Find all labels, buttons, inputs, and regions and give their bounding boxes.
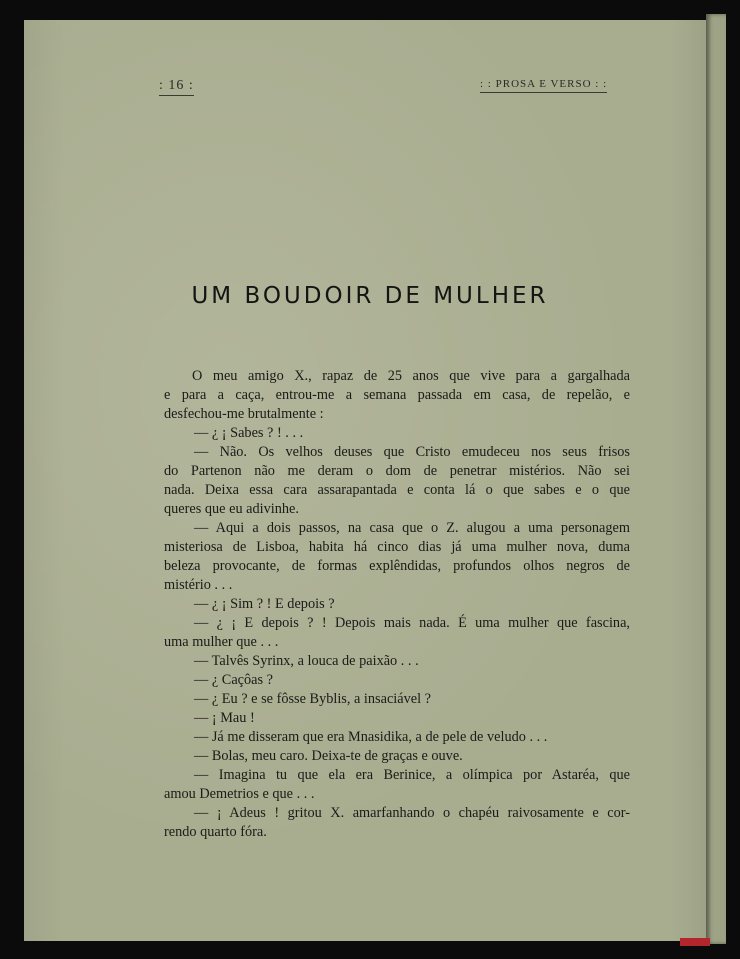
text-line: — ¡ Mau !	[194, 710, 255, 726]
text-line: — Já me disseram que era Mnasidika, a de pele de veludo . . .	[194, 729, 548, 745]
text-line: do Partenon não me deram o dom de penetrar mistérios. Não sei	[164, 463, 630, 479]
adjacent-page-edge	[706, 14, 726, 944]
text-line: — Aqui a dois passos, na casa que o Z. alugou a uma personagem	[194, 520, 630, 536]
text-line: rendo quarto fóra.	[164, 824, 267, 840]
text-line: — ¿ Eu ? e se fôsse Byblis, a insaciável ?	[194, 691, 432, 707]
text-line: — ¿ ¡ E depois ? ! Depois mais nada. É uma mulher que fascina,	[194, 615, 630, 631]
page-number: : 16 :	[159, 78, 194, 96]
text-line: — ¿ ¡ Sim ? ! E depois ?	[194, 596, 335, 612]
binding-ribbon	[680, 938, 710, 946]
text-line: — ¿ ¡ Sabes ? ! . . .	[194, 425, 304, 441]
text-line: nada. Deixa essa cara assarapantada e conta lá o que sabes e o que	[164, 482, 630, 498]
text-line: beleza provocante, de formas explêndidas, profundos olhos negros de	[164, 558, 630, 574]
text-line: — ¡ Adeus ! gritou X. amarfanhando o chapéu raivosamente e cor-	[194, 805, 630, 821]
text-line: — Talvês Syrinx, a louca de paixão . . .	[194, 653, 419, 669]
text-line: O meu amigo X., rapaz de 25 anos que vive para a gargalhada	[192, 368, 630, 384]
text-line: misteriosa de Lisboa, habita há cinco dias já uma mulher nova, duma	[164, 539, 630, 555]
text-line: — Bolas, meu caro. Deixa-te de graças e ouve.	[194, 748, 463, 764]
text-line: — ¿ Caçôas ?	[194, 672, 273, 688]
text-line: queres que eu adivinhe.	[164, 501, 299, 517]
article-body	[164, 367, 630, 842]
text-line: e para a caça, entrou-me a semana passada em casa, de repelão, e	[164, 387, 630, 403]
text-line: — Não. Os velhos deuses que Cristo emudeceu nos seus frisos	[194, 444, 630, 460]
series-title: : : PROSA E VERSO : :	[480, 78, 607, 93]
text-line: amou Demetrios e que . . .	[164, 786, 315, 802]
article-title: UM BOUDOIR DE MULHER	[191, 283, 549, 309]
text-line: uma mulher que . . .	[164, 634, 279, 650]
text-line: desfechou-me brutalmente :	[164, 406, 324, 422]
text-line: — Imagina tu que ela era Berinice, a olímpica por Astaréa, que	[194, 767, 630, 783]
text-line: mistério . . .	[164, 577, 233, 593]
